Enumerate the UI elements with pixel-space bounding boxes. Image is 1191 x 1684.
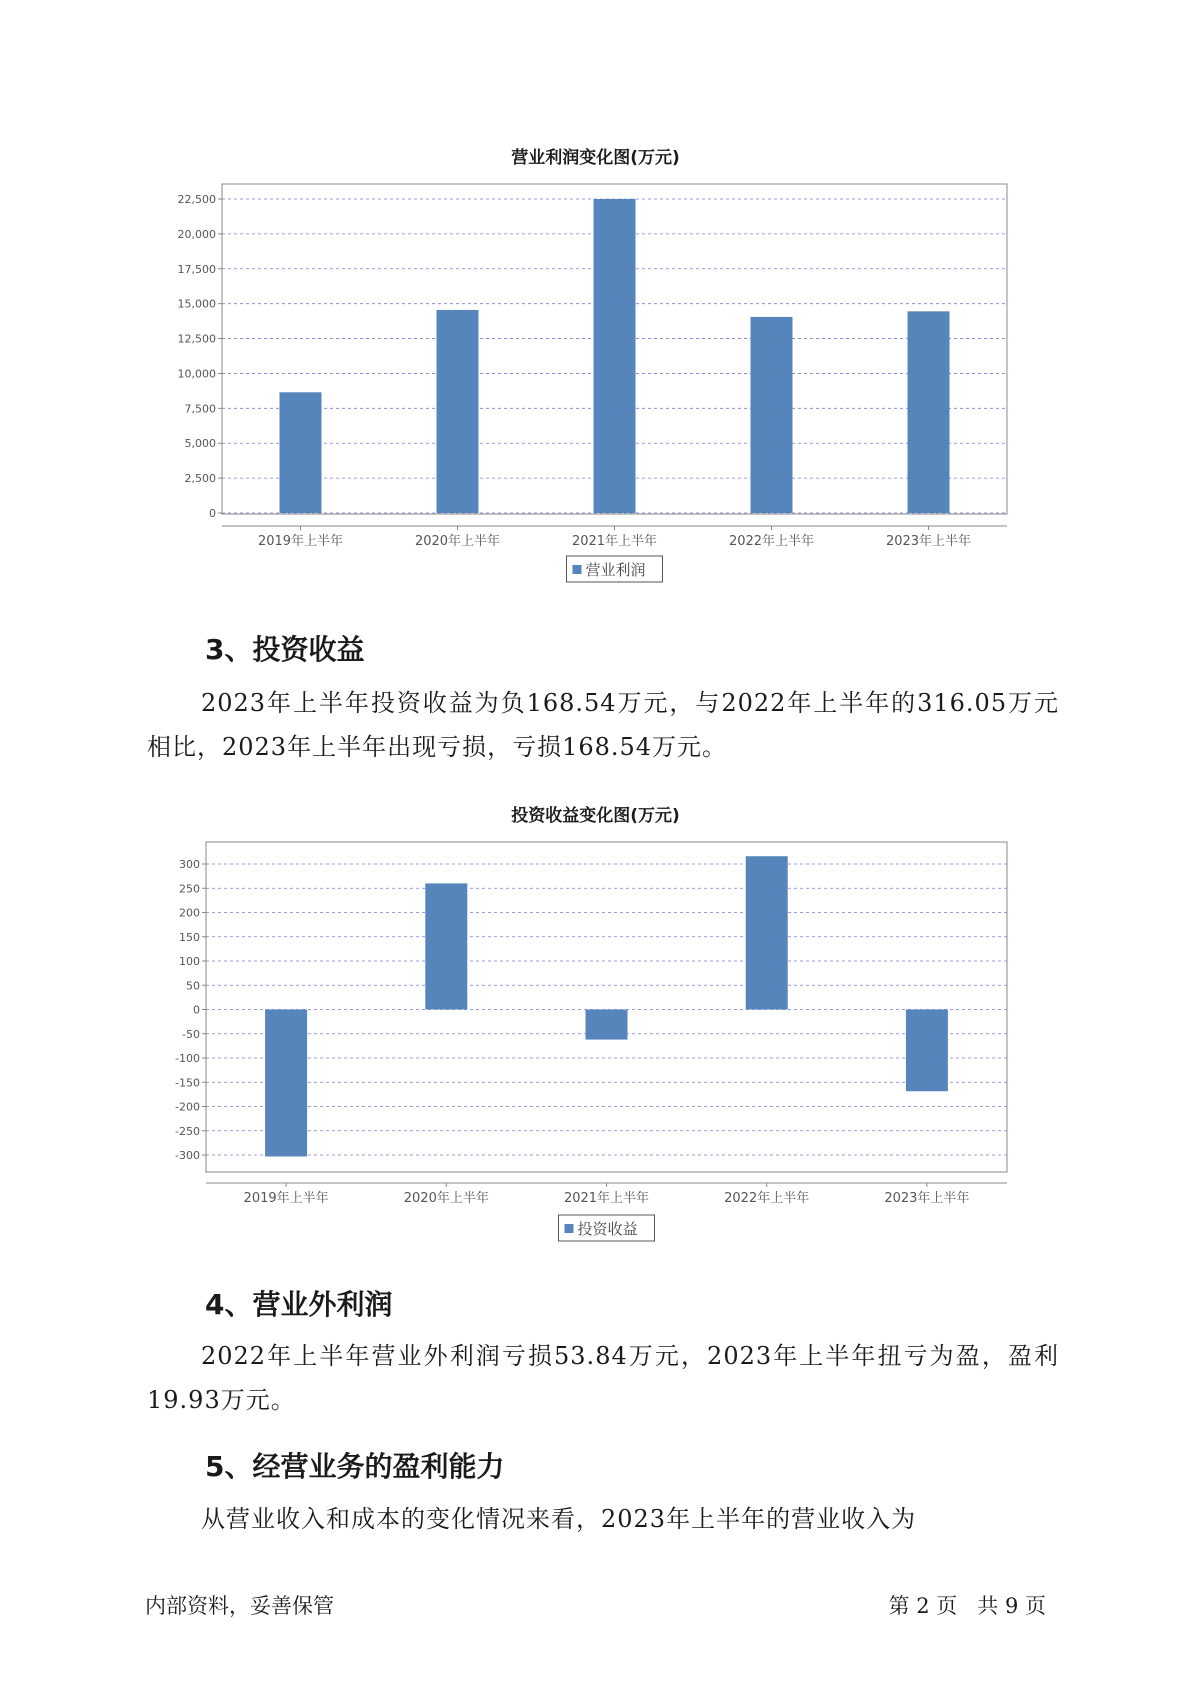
y-tick-label: 2,500 [184, 472, 216, 486]
y-tick-label: 20,000 [177, 227, 216, 241]
y-tick-label: 12,500 [177, 332, 216, 346]
section3-heading: 3、投资收益 [205, 633, 365, 666]
chart2-title: 投资收益变化图(万元) [511, 806, 680, 826]
plot-area [206, 842, 1007, 1172]
y-tick-label: -50 [182, 1027, 200, 1041]
y-tick-label: 50 [186, 979, 200, 993]
x-tick-label: 2019年上半年 [243, 1191, 329, 1206]
bar [586, 1010, 628, 1040]
section5-paragraph: 从营业收入和成本的变化情况来看，2023年上半年的营业收入为 [201, 1505, 917, 1533]
section5-heading: 5、经营业务的盈利能力 [205, 1450, 505, 1483]
x-tick-label: 2020年上半年 [414, 534, 501, 549]
x-tick-label: 2021年上半年 [571, 534, 658, 549]
y-tick-label: 7,500 [184, 402, 216, 416]
y-tick-label: 15,000 [177, 297, 216, 311]
y-tick-label: -200 [175, 1100, 200, 1114]
y-tick-label: 0 [209, 507, 216, 520]
y-tick-label: 0 [193, 1003, 200, 1017]
x-tick-label: 2022年上半年 [724, 1191, 810, 1206]
y-tick-label: -250 [175, 1124, 200, 1138]
y-tick-label: -150 [175, 1076, 200, 1090]
chart1-title: 营业利润变化图(万元) [511, 148, 680, 168]
y-tick-label: 10,000 [177, 367, 216, 381]
y-tick-label: -100 [175, 1052, 200, 1065]
bar [906, 1010, 948, 1092]
y-tick-label: 22,500 [177, 193, 216, 206]
y-tick-label: 300 [179, 858, 200, 871]
y-tick-label: 250 [179, 882, 200, 896]
legend-label: 营业利润 [585, 561, 646, 579]
legend-swatch [565, 1224, 574, 1233]
section4-paragraph: 2022年上半年营业外利润亏损53.84万元，2023年上半年扭亏为盈，盈利19.93万元。 [147, 1342, 1059, 1414]
footer-confidential-note: 内部资料，妥善保管 [145, 1594, 334, 1618]
x-tick-label: 2019年上半年 [257, 534, 344, 549]
y-tick-label: 150 [179, 930, 200, 944]
x-tick-label: 2021年上半年 [563, 1191, 650, 1206]
x-tick-label: 2023年上半年 [884, 1191, 970, 1206]
x-tick-label: 2020年上半年 [403, 1191, 489, 1206]
bar [425, 883, 467, 1009]
legend-label: 投资收益 [577, 1220, 638, 1238]
section3-paragraph: 2023年上半年投资收益为负168.54万元，与2022年上半年的316.05万元相比，2023年上半年出现亏损，亏损168.54万元。 [147, 689, 1059, 761]
x-tick-label: 2022年上半年 [728, 534, 815, 549]
section4-heading: 4、营业外利润 [205, 1288, 393, 1321]
y-tick-label: 17,500 [177, 262, 216, 276]
bar [746, 856, 788, 1009]
y-tick-label: -300 [175, 1149, 200, 1162]
y-tick-label: 5,000 [184, 437, 216, 451]
y-tick-label: 100 [179, 955, 200, 968]
x-tick-label: 2023年上半年 [885, 534, 972, 549]
bar [265, 1010, 307, 1157]
footer-page-number: 第 2 页 共 9 页 [888, 1594, 1046, 1618]
y-tick-label: 200 [179, 906, 200, 920]
